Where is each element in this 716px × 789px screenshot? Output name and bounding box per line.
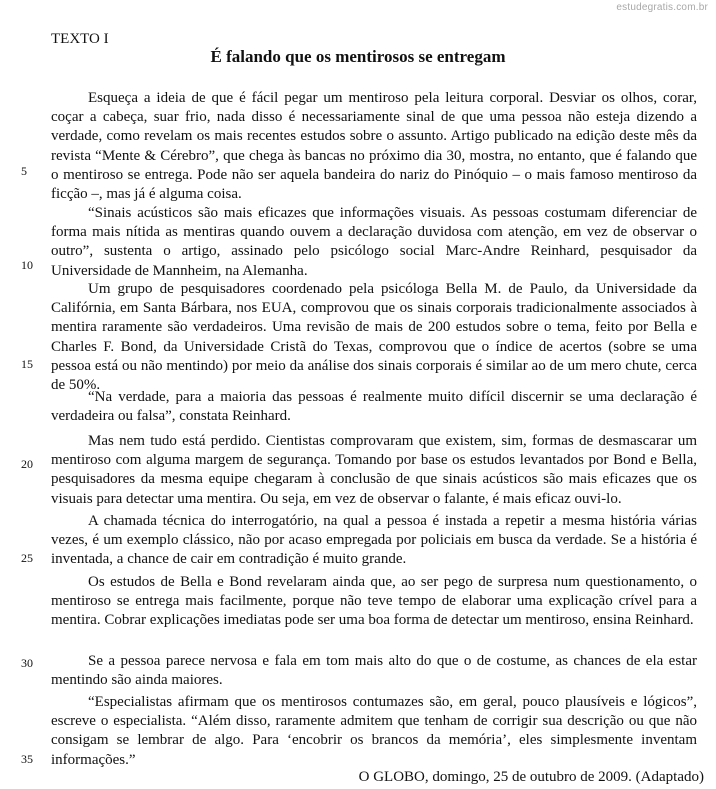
line-number-30: 30 (21, 656, 33, 670)
text-label: TEXTO I (51, 31, 109, 47)
line-number-35: 35 (21, 752, 33, 766)
article-title: É falando que os mentirosos se entregam (210, 47, 506, 66)
paragraph-8: Se a pessoa parece nervosa e fala em tom mais alto do que o de costume, as chances de ela estar mentindo são ainda maiores. (51, 653, 697, 689)
paragraph-5: Mas nem tudo está perdido. Cientistas comprovaram que existem, sim, formas de desmascarar um mentiroso com alguma margem de segurança. Tomando por base os estudos levantados por Bond e Bella, pesquisadores da mesma equipe chegaram à conclusão de que sinais acústicos são mais eficazes que os visuais para detectar uma mentira. Ou seja, em vez de observar o falante, é mais eficaz ouvi-lo. (51, 433, 697, 507)
paragraph-2: “Sinais acústicos são mais eficazes que informações visuais. As pessoas costumam diferenciar de forma mais nítida as mentiras quando ouvem a declaração duvidosa com atenção, em vez de observar o outro”, sustenta o artigo, assinado pelo psicólogo social Marc-Andre Reinhard, pesquisador da Universidade de Mannheim, na Alemanha. (51, 205, 697, 279)
paragraph-1: Esqueça a ideia de que é fácil pegar um mentiroso pela leitura corporal. Desviar os olhos, corar, coçar a cabeça, suar frio, nada disso é necessariamente sinal de que uma pessoa não esteja dizendo a verdade, como revelam os mais recentes estudos sobre o assunto. Artigo publicado na edição deste mês da revista “Mente & Cérebro”, que chega às bancas no próximo dia 30, mostra, no entanto, que é falando que o mentiroso se entrega. Pode não ser aquela bandeira do nariz do Pinóquio – o mais famoso mentiroso da ficção –, mas já é alguma coisa. (51, 90, 697, 203)
paragraph-7: Os estudos de Bella e Bond revelaram ainda que, ao ser pego de surpresa num questionamento, o mentiroso se entrega mais facilmente, porque não teve tempo de elaborar uma explicação crível para a mentira. Cobrar explicações imediatas pode ser uma boa forma de detectar um mentiroso, ensina Reinhard. (51, 574, 697, 629)
line-number-15: 15 (21, 357, 33, 371)
line-number-25: 25 (21, 551, 33, 565)
line-number-10: 10 (21, 258, 33, 272)
paragraph-9: “Especialistas afirmam que os mentirosos contumazes são, em geral, pouco plausíveis e lógicos”, escreve o especialista. “Além disso, raramente admitem que tenham de corrigir sua descrição ou que não consigam se lembrar de algo. Para ‘encobrir os brancos da memória’, eles simplesmente inventam informações.” (51, 694, 697, 768)
line-number-5: 5 (21, 164, 27, 178)
watermark: estudegratis.com.br (616, 2, 708, 13)
paragraph-4: “Na verdade, para a maioria das pessoas é realmente muito difícil discernir se uma declaração é verdadeira ou falsa”, constata Reinhard. (51, 389, 697, 425)
line-number-20: 20 (21, 457, 33, 471)
paragraph-3: Um grupo de pesquisadores coordenado pela psicóloga Bella M. de Paulo, da Universidade da Califórnia, em Santa Bárbara, nos EUA, comprovou que os sinais corporais tradicionalmente associados à mentira raramente são verdadeiros. Uma revisão de mais de 200 estudos sobre o tema, feito por Bella e Charles F. Bond, da Universidade Cristã do Texas, comprovou que o índice de acertos (sobre se uma pessoa está ou não mentindo) por meio da análise dos sinais corporais é similar ao de um mero chute, cerca de 50%. (51, 281, 697, 394)
paragraph-6: A chamada técnica do interrogatório, na qual a pessoa é instada a repetir a mesma história várias vezes, é um exemplo clássico, não por acaso empregada por policiais em busca da verdade. Se a história é inventada, a chance de cair em contradição é muito grande. (51, 513, 697, 568)
source-citation: O GLOBO, domingo, 25 de outubro de 2009. (Adaptado) (358, 769, 704, 785)
